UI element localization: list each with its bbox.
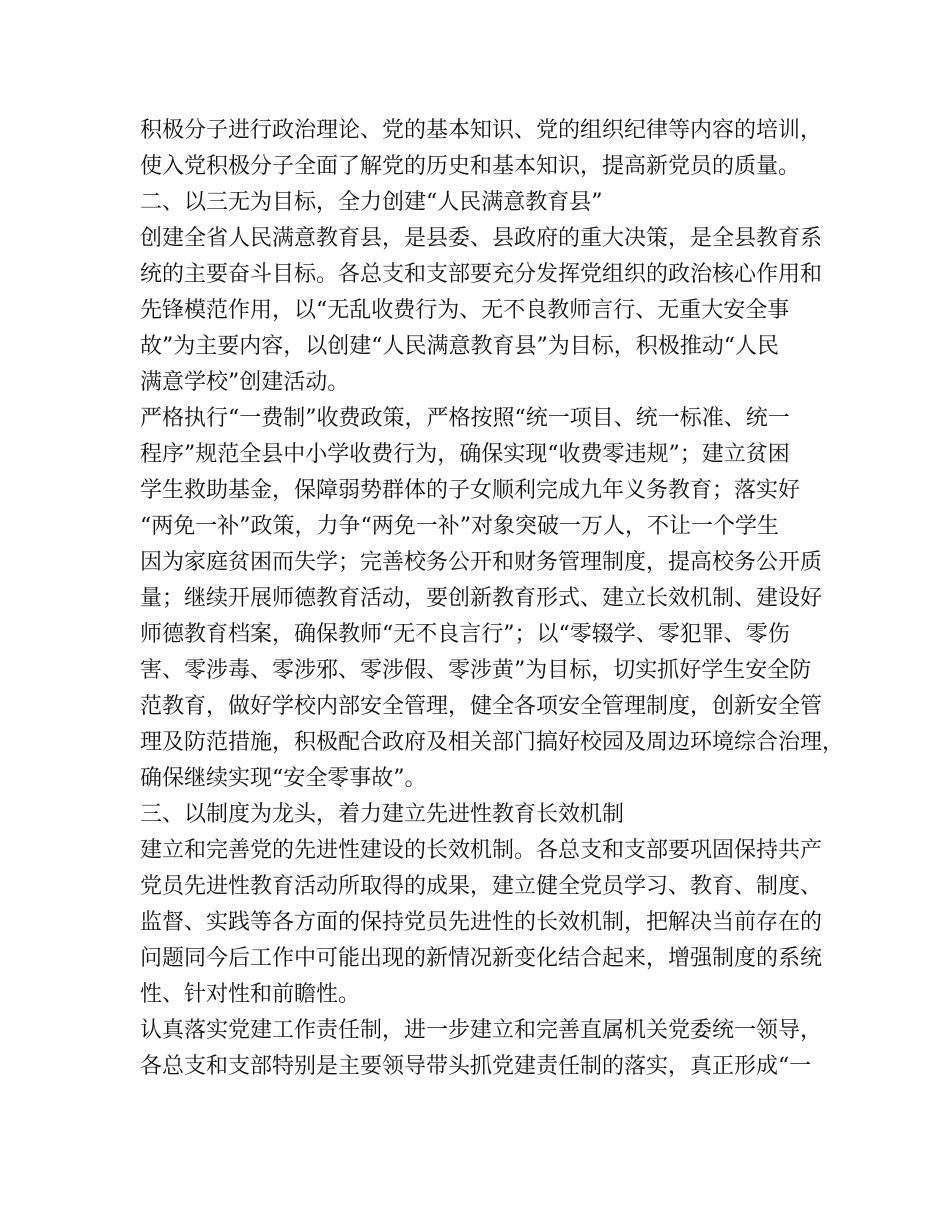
text-line: 程序”规范全县中小学收费行为，确保实现“收费零违规”；建立贫困 — [140, 442, 790, 467]
text-line: 认真落实党建工作责任制，进一步建立和完善直属机关党委统一领导， — [140, 1018, 823, 1043]
section-heading: 二、以三无为目标，全力创建“人民满意教育县” — [140, 190, 603, 215]
text-line: 监督、实践等各方面的保持党员先进性的长效机制，把解决当前存在的 — [140, 910, 823, 935]
text-line: 满意学校”创建活动。 — [140, 370, 350, 395]
text-line: 统的主要奋斗目标。各总支和支部要充分发挥党组织的政治核心作用和 — [140, 262, 823, 287]
text-line: 先锋模范作用，以“无乱收费行为、无不良教师言行、无重大安全事 — [140, 298, 790, 323]
section-heading: 三、以制度为龙头，着力建立先进性教育长效机制 — [140, 802, 625, 827]
text-line: 创建全省人民满意教育县，是县委、县政府的重大决策，是全县教育系 — [140, 226, 823, 251]
text-line: 性、针对性和前瞻性。 — [140, 982, 361, 1007]
text-line: 确保继续实现“安全零事故”。 — [140, 766, 427, 791]
text-line: 严格执行“一费制”收费政策，严格按照“统一项目、统一标准、统一 — [140, 406, 790, 431]
text-line: 使入党积极分子全面了解党的历史和基本知识，提高新党员的质量。 — [140, 154, 801, 179]
text-line: “两免一补”政策，力争“两免一补”对象突破一万人，不让一个学生 — [140, 514, 779, 539]
text-line: 害、零涉毒、零涉邪、零涉假、零涉黄”为目标，切实抓好学生安全防 — [140, 658, 812, 683]
text-line: 建立和完善党的先进性建设的长效机制。各总支和支部要巩固保持共产 — [140, 838, 823, 863]
text-line: 党员先进性教育活动所取得的成果，建立健全党员学习、教育、制度、 — [140, 874, 823, 899]
text-line: 问题同今后工作中可能出现的新情况新变化结合起来，增强制度的系统 — [140, 946, 823, 971]
text-line: 量；继续开展师德教育活动，要创新教育形式、建立长效机制、建设好 — [140, 586, 823, 611]
text-line: 学生救助基金，保障弱势群体的子女顺利完成九年义务教育；落实好 — [140, 478, 801, 503]
text-line: 范教育，做好学校内部安全管理，健全各项安全管理制度，创新安全管 — [140, 694, 823, 719]
text-line: 师德教育档案，确保教师“无不良言行”；以“零辍学、零犯罪、零伤 — [140, 622, 790, 647]
text-line: 理及防范措施，积极配合政府及相关部门搞好校园及周边环境综合治理， — [140, 730, 845, 755]
text-line: 因为家庭贫困而失学；完善校务公开和财务管理制度，提高校务公开质 — [140, 550, 823, 575]
text-line: 故”为主要内容，以创建“人民满意教育县”为目标，积极推动“人民 — [140, 334, 779, 359]
text-line: 各总支和支部特别是主要领导带头抓党建责任制的落实，真正形成“一 — [140, 1054, 812, 1079]
text-line: 积极分子进行政治理论、党的基本知识、党的组织纪律等内容的培训， — [140, 118, 823, 143]
